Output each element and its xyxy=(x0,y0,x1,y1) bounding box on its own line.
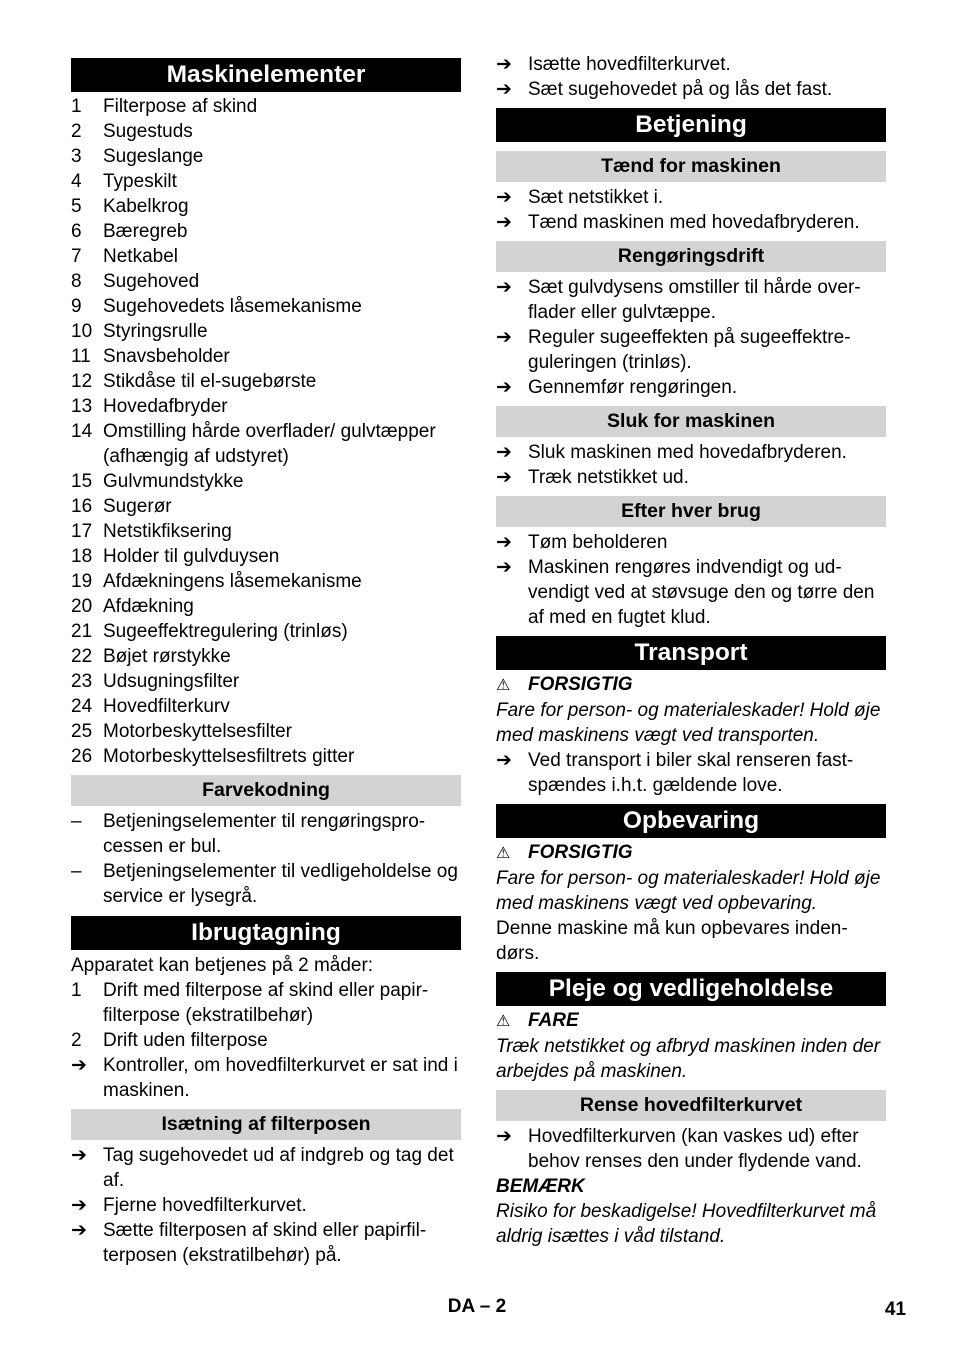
list-item: 16 Sugerør xyxy=(71,496,172,517)
step-item: ➔ Sætte filterposen af skind eller papirfil-terposen (ekstratilbehør) på. xyxy=(71,1220,427,1266)
arrow-icon: ➔ xyxy=(71,1220,87,1241)
arrow-icon: ➔ xyxy=(496,212,512,233)
heading-rengoering: Rengøringsdrift xyxy=(496,241,886,272)
arrow-icon: ➔ xyxy=(496,467,512,488)
arrow-icon: ➔ xyxy=(496,187,512,208)
steps-list xyxy=(496,185,886,235)
warning-icon: ⚠ xyxy=(496,845,511,862)
warning-icon: ⚠ xyxy=(496,1013,511,1030)
step-item: ➔ Hovedfilterkurven (kan vaskes ud) efter behov renses den under flydende vand. xyxy=(496,1126,862,1172)
list-item: 6 Bæregreb xyxy=(71,221,188,242)
note-label: BEMÆRK xyxy=(496,1176,585,1197)
list-item: 2 Drift uden filterpose xyxy=(71,1030,268,1051)
step-item: ➔ Maskinen rengøres indvendigt og ud-vendigt ved at støvsuge den og tørre den af med en fugtet klud. xyxy=(496,557,875,628)
list-item: 18 Holder til gulvduysen xyxy=(71,546,280,567)
heading-maskinelementer: Maskinelementer xyxy=(71,58,461,92)
arrow-icon: ➔ xyxy=(496,442,512,463)
footer-section: DA – 2 xyxy=(447,1296,507,1317)
list-item: 26 Motorbeskyttelsesfiltrets gitter xyxy=(71,746,355,767)
heading-efter: Efter hver brug xyxy=(496,496,886,527)
steps-list xyxy=(496,530,886,630)
arrow-icon: ➔ xyxy=(496,750,512,771)
list-item: 22 Bøjet rørstykke xyxy=(71,646,231,667)
list-item: 23 Udsugningsfilter xyxy=(71,671,240,692)
step-item: ➔ Ved transport i biler skal renseren fast-spændes i.h.t. gældende love. xyxy=(496,750,854,796)
step-item: ➔ Sluk maskinen med hovedafbryderen. xyxy=(496,442,847,463)
left-column xyxy=(71,52,461,1268)
warning-icon: ⚠ xyxy=(496,677,511,694)
list-item: 20 Afdækning xyxy=(71,596,194,617)
arrow-icon: ➔ xyxy=(496,1126,512,1147)
list-item: – Betjeningselementer til rengøringspro-cessen er bul. xyxy=(71,811,426,857)
step-item: ➔ Fjerne hovedfilterkurvet. xyxy=(71,1195,307,1216)
step-item: ➔ Isætte hovedfilterkurvet. xyxy=(496,54,731,75)
step-item: ➔ Sæt netstikket i. xyxy=(496,187,664,208)
list-item: 12 Stikdåse til el-sugebørste xyxy=(71,371,317,392)
steps-list xyxy=(496,1124,886,1174)
heading-transport: Transport xyxy=(496,636,886,670)
parts-list xyxy=(71,94,461,769)
list-item: 2 Sugestuds xyxy=(71,121,193,142)
heading-betjening: Betjening xyxy=(496,108,886,142)
list-item: 8 Sugehoved xyxy=(71,271,200,292)
warning-text: Fare for person- og materialeskader! Hold øje med maskinens vægt ved opbevaring. xyxy=(496,868,881,914)
heading-sluk: Sluk for maskinen xyxy=(496,406,886,437)
note-text: Risiko for beskadigelse! Hovedfilterkurvet må aldrig isættes i våd tilstand. xyxy=(496,1201,877,1247)
warning-label: ⚠ FORSIGTIG xyxy=(496,840,886,866)
color-code-list xyxy=(71,809,461,909)
list-item: 11 Snavsbeholder xyxy=(71,346,230,367)
warning-label: ⚠ FORSIGTIG xyxy=(496,672,886,698)
list-item: 14 Omstilling hårde overflader/ gulvtæpper (afhængig af udstyret) xyxy=(71,421,436,467)
warning-text: Fare for person- og materialeskader! Hold øje med maskinens vægt ved transporten. xyxy=(496,700,881,746)
arrow-icon: ➔ xyxy=(496,532,512,553)
right-column xyxy=(496,52,886,1249)
list-item: 21 Sugeeffektregulering (trinløs) xyxy=(71,621,348,642)
steps-list xyxy=(71,1143,461,1268)
step-item: ➔ Træk netstikket ud. xyxy=(496,467,689,488)
arrow-icon: ➔ xyxy=(496,54,512,75)
heading-rense: Rense hovedfilterkurvet xyxy=(496,1090,886,1121)
list-item: 19 Afdækningens låsemekanisme xyxy=(71,571,362,592)
heading-pleje: Pleje og vedligeholdelse xyxy=(496,972,886,1006)
warning-text: Træk netstikket og afbryd maskinen inden der arbejdes på maskinen. xyxy=(496,1036,881,1082)
heading-taend: Tænd for maskinen xyxy=(496,151,886,182)
step-item: ➔ Sæt sugehovedet på og lås det fast. xyxy=(496,79,833,100)
step-item: ➔ Kontroller, om hovedfilterkurvet er sat ind i maskinen. xyxy=(71,1055,458,1101)
arrow-icon: ➔ xyxy=(71,1055,87,1076)
heading-ibrugtagning: Ibrugtagning xyxy=(71,916,461,950)
arrow-icon: ➔ xyxy=(71,1145,87,1166)
warning-label: ⚠ FARE xyxy=(496,1008,886,1034)
arrow-icon: ➔ xyxy=(71,1195,87,1216)
step-item: ➔ Sæt gulvdysens omstiller til hårde over-flader eller gulvtæppe. xyxy=(496,277,861,323)
list-item: 7 Netkabel xyxy=(71,246,178,267)
list-item: 15 Gulvmundstykke xyxy=(71,471,244,492)
steps-list xyxy=(496,440,886,490)
list-item: 4 Typeskilt xyxy=(71,171,177,192)
heading-isaetning: Isætning af filterposen xyxy=(71,1109,461,1140)
steps-list xyxy=(496,275,886,400)
arrow-icon: ➔ xyxy=(496,277,512,298)
step-item: ➔ Tag sugehovedet ud af indgreb og tag det af. xyxy=(71,1145,454,1191)
list-item: 24 Hovedfilterkurv xyxy=(71,696,230,717)
step-item: ➔ Gennemfør rengøringen. xyxy=(496,377,738,398)
heading-opbevaring: Opbevaring xyxy=(496,804,886,838)
list-item: 3 Sugeslange xyxy=(71,146,204,167)
list-item: 1 Drift med filterpose af skind eller papir-filterpose (ekstratilbehør) xyxy=(71,980,429,1026)
list-item: 25 Motorbeskyttelsesfilter xyxy=(71,721,293,742)
arrow-icon: ➔ xyxy=(496,327,512,348)
list-item: – Betjeningselementer til vedligeholdelse og service er lysegrå. xyxy=(71,861,458,907)
body-text: Denne maskine må kun opbevares inden-dørs. xyxy=(496,918,848,964)
list-item: 10 Styringsrulle xyxy=(71,321,208,342)
intro-text: Apparatet kan betjenes på 2 måder: xyxy=(71,955,374,976)
step-item: ➔ Reguler sugeeffekten på sugeeffektre-guleringen (trinløs). xyxy=(496,327,851,373)
list-item: 1 Filterpose af skind xyxy=(71,96,258,117)
step-item: ➔ Tøm beholderen xyxy=(496,532,668,553)
step-item: ➔ Tænd maskinen med hovedafbryderen. xyxy=(496,212,860,233)
list-item: 5 Kabelkrog xyxy=(71,196,189,217)
arrow-icon: ➔ xyxy=(496,377,512,398)
list-item: 13 Hovedafbryder xyxy=(71,396,228,417)
list-item: 9 Sugehovedets låsemekanisme xyxy=(71,296,362,317)
list-item: 17 Netstikfiksering xyxy=(71,521,232,542)
arrow-icon: ➔ xyxy=(496,557,512,578)
page-number: 41 xyxy=(884,1299,906,1320)
arrow-icon: ➔ xyxy=(496,79,512,100)
heading-farvekodning: Farvekodning xyxy=(71,775,461,806)
